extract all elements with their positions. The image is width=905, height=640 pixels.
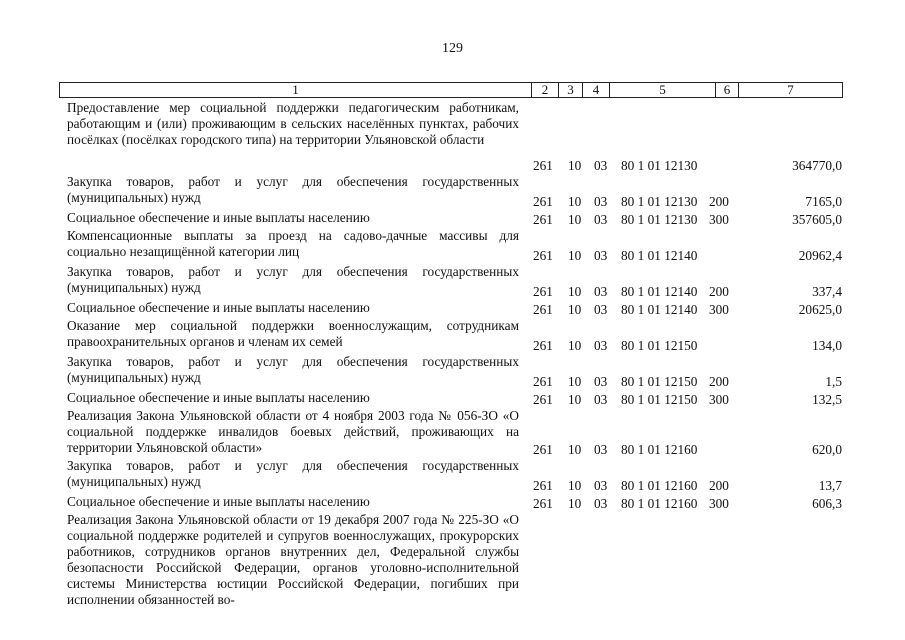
row-code-2: 10 <box>568 194 582 209</box>
row-code-4: 80 1 01 12160 <box>621 478 698 493</box>
row-amount: 132,5 <box>812 392 842 407</box>
row-code-2: 10 <box>568 442 582 457</box>
row-description: Социальное обеспечение и иные выплаты населению <box>67 300 370 315</box>
row-code-3: 03 <box>594 392 608 407</box>
row-amount: 337,4 <box>812 284 842 299</box>
row-code-1: 261 <box>533 158 553 173</box>
table-row <box>0 512 905 622</box>
row-description: Компенсационные выплаты за проезд на садово-дачные массивы для социально незащищённой категории лиц <box>67 228 519 259</box>
row-code-4: 80 1 01 12140 <box>621 302 698 317</box>
table-row <box>0 300 905 318</box>
page-number: 129 <box>442 41 463 56</box>
header-col-2: 2 <box>532 83 559 97</box>
row-code-5: 300 <box>709 302 729 317</box>
row-amount: 134,0 <box>812 338 842 353</box>
row-code-4: 80 1 01 12150 <box>621 374 698 389</box>
table-row <box>0 390 905 408</box>
row-code-4: 80 1 01 12140 <box>621 284 698 299</box>
row-code-5: 200 <box>709 284 729 299</box>
row-code-4: 80 1 01 12150 <box>621 338 698 353</box>
table-row <box>0 494 905 512</box>
table-row <box>0 408 905 458</box>
row-description: Предоставление мер социальной поддержки педагогическим работникам, работающим и (или) проживающим в сельских населённых пунктах, рабочих посёлках (посёлках городского типа) на территории Ульяновской области <box>67 100 519 147</box>
row-code-3: 03 <box>594 284 608 299</box>
row-description: Реализация Закона Ульяновской области от 19 декабря 2007 года № 225-ЗО «О социальной поддержке родителей и супругов военнослужащих, прокурорских работников, сотрудников органов внутренних дел, Федеральной службы безопасности Российской Федерации, органов уголовно-исполнительной системы Министерства юстиции Российской Федерации, погибших при исполнении обязанностей во- <box>67 512 519 607</box>
row-code-2: 10 <box>568 374 582 389</box>
row-code-5: 300 <box>709 212 729 227</box>
row-code-2: 10 <box>568 248 582 263</box>
row-code-2: 10 <box>568 478 582 493</box>
row-code-5: 200 <box>709 194 729 209</box>
row-amount: 1,5 <box>825 374 842 389</box>
row-code-2: 10 <box>568 338 582 353</box>
header-col-4: 4 <box>583 83 610 97</box>
header-col-1: 1 <box>60 83 532 97</box>
row-code-5: 300 <box>709 392 729 407</box>
header-col-6: 6 <box>716 83 739 97</box>
row-code-1: 261 <box>533 374 553 389</box>
row-code-1: 261 <box>533 302 553 317</box>
table-row <box>0 318 905 354</box>
row-amount: 606,3 <box>812 496 842 511</box>
row-amount: 7165,0 <box>805 194 842 209</box>
row-code-4: 80 1 01 12130 <box>621 212 698 227</box>
table-header <box>59 82 843 98</box>
row-description: Закупка товаров, работ и услуг для обеспечения государственных (муниципальных) нужд <box>67 174 519 205</box>
row-amount: 620,0 <box>812 442 842 457</box>
row-code-3: 03 <box>594 478 608 493</box>
row-amount: 20962,4 <box>798 248 842 263</box>
row-code-3: 03 <box>594 158 608 173</box>
row-code-3: 03 <box>594 212 608 227</box>
row-code-3: 03 <box>594 302 608 317</box>
row-code-1: 261 <box>533 478 553 493</box>
row-code-4: 80 1 01 12150 <box>621 392 698 407</box>
row-description: Закупка товаров, работ и услуг для обеспечения государственных (муниципальных) нужд <box>67 354 519 385</box>
row-description: Социальное обеспечение и иные выплаты населению <box>67 390 370 405</box>
row-code-1: 261 <box>533 442 553 457</box>
row-code-4: 80 1 01 12130 <box>621 158 698 173</box>
row-description: Закупка товаров, работ и услуг для обеспечения государственных (муниципальных) нужд <box>67 264 519 295</box>
row-code-4: 80 1 01 12140 <box>621 248 698 263</box>
row-code-1: 261 <box>533 284 553 299</box>
table-row <box>0 458 905 494</box>
row-code-3: 03 <box>594 338 608 353</box>
table-body <box>0 100 905 622</box>
row-code-4: 80 1 01 12130 <box>621 194 698 209</box>
row-code-5: 200 <box>709 478 729 493</box>
row-code-1: 261 <box>533 212 553 227</box>
row-code-3: 03 <box>594 248 608 263</box>
row-code-1: 261 <box>533 496 553 511</box>
row-code-2: 10 <box>568 284 582 299</box>
row-code-1: 261 <box>533 194 553 209</box>
table-row <box>0 174 905 210</box>
row-description: Реализация Закона Ульяновской области от 4 ноября 2003 года № 056-ЗО «О социальной поддержке инвалидов боевых действий, проживающих на территории Ульяновской области» <box>67 408 519 455</box>
row-code-5: 200 <box>709 374 729 389</box>
row-code-2: 10 <box>568 392 582 407</box>
row-code-3: 03 <box>594 374 608 389</box>
row-code-2: 10 <box>568 212 582 227</box>
row-description: Социальное обеспечение и иные выплаты населению <box>67 210 370 225</box>
row-description: Социальное обеспечение и иные выплаты населению <box>67 494 370 509</box>
row-amount: 13,7 <box>818 478 842 493</box>
header-col-5: 5 <box>610 83 716 97</box>
row-code-2: 10 <box>568 496 582 511</box>
row-code-1: 261 <box>533 248 553 263</box>
row-code-4: 80 1 01 12160 <box>621 442 698 457</box>
row-code-5: 300 <box>709 496 729 511</box>
row-amount: 357605,0 <box>792 212 842 227</box>
row-code-3: 03 <box>594 496 608 511</box>
header-col-3: 3 <box>559 83 583 97</box>
row-code-2: 10 <box>568 158 582 173</box>
row-description: Оказание мер социальной поддержки военнослужащим, сотрудникам правоохранительных органов и членам их семей <box>67 318 519 349</box>
row-code-1: 261 <box>533 392 553 407</box>
table-row <box>0 210 905 228</box>
row-code-4: 80 1 01 12160 <box>621 496 698 511</box>
table-row <box>0 264 905 300</box>
table-row <box>0 354 905 390</box>
row-amount: 364770,0 <box>792 158 842 173</box>
header-col-7: 7 <box>787 82 794 97</box>
row-amount: 20625,0 <box>798 302 842 317</box>
row-description: Закупка товаров, работ и услуг для обеспечения государственных (муниципальных) нужд <box>67 458 519 489</box>
row-code-2: 10 <box>568 302 582 317</box>
row-code-3: 03 <box>594 194 608 209</box>
table-row <box>0 100 905 174</box>
row-code-3: 03 <box>594 442 608 457</box>
row-code-1: 261 <box>533 338 553 353</box>
table-row <box>0 228 905 264</box>
